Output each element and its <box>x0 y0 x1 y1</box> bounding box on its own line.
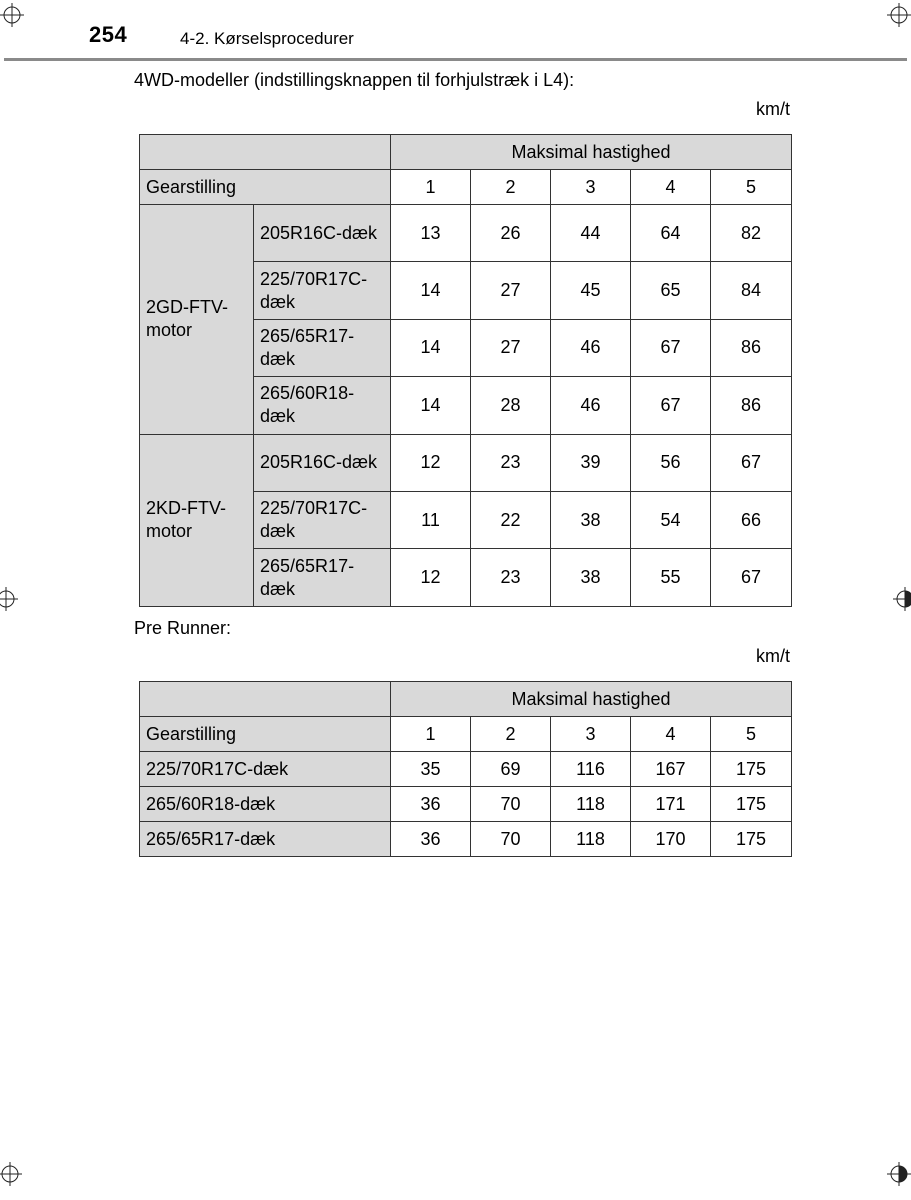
gear-row <box>140 170 792 205</box>
speed-value: 116 <box>551 752 631 787</box>
speed-value: 36 <box>391 787 471 822</box>
speed-value: 38 <box>551 549 631 606</box>
table-row <box>140 434 792 491</box>
speed-value: 44 <box>551 205 631 262</box>
speed-value: 82 <box>711 205 792 262</box>
table-header-row <box>140 135 792 170</box>
speed-value: 22 <box>471 491 551 548</box>
speed-value: 55 <box>631 549 711 606</box>
registration-mark-icon <box>887 3 911 27</box>
speed-value: 39 <box>551 434 631 491</box>
speed-value: 12 <box>391 549 471 606</box>
speed-value: 67 <box>631 377 711 434</box>
table1-caption: 4WD-modeller (indstillingsknappen til forhjulstræk i L4): <box>134 70 575 90</box>
table1-unit: km/t <box>756 99 790 119</box>
gear-label: 2 <box>471 170 551 205</box>
speed-value: 70 <box>471 822 551 857</box>
gear-label: 3 <box>551 170 631 205</box>
speed-value: 67 <box>631 319 711 376</box>
speed-value: 28 <box>471 377 551 434</box>
table2-caption: Pre Runner: <box>134 618 232 638</box>
speed-value: 175 <box>711 752 792 787</box>
tire-label: 265/60R18-dæk <box>254 377 391 434</box>
speed-value: 65 <box>631 262 711 319</box>
speed-value: 66 <box>711 491 792 548</box>
speed-value: 14 <box>391 319 471 376</box>
registration-mark-icon <box>0 587 18 611</box>
registration-mark-icon <box>887 1162 911 1186</box>
speed-header: Maksimal hastighed <box>391 682 792 717</box>
speed-value: 175 <box>711 822 792 857</box>
engine-label: 2GD-FTV-motor <box>140 205 254 435</box>
gear-label: 1 <box>391 717 471 752</box>
speed-value: 84 <box>711 262 792 319</box>
speed-value: 27 <box>471 319 551 376</box>
table-row <box>140 822 792 857</box>
speed-value: 54 <box>631 491 711 548</box>
section-title: 4-2. Kørselsprocedurer <box>180 29 354 48</box>
speed-value: 36 <box>391 822 471 857</box>
speed-value: 13 <box>391 205 471 262</box>
empty-header-cell <box>140 135 391 170</box>
registration-mark-icon <box>0 3 24 27</box>
speed-value: 26 <box>471 205 551 262</box>
speed-value: 67 <box>711 434 792 491</box>
speed-value: 14 <box>391 262 471 319</box>
speed-value: 86 <box>711 377 792 434</box>
speed-table-4wd <box>139 134 792 607</box>
registration-mark-icon <box>0 1162 22 1186</box>
tire-label: 265/65R17-dæk <box>254 319 391 376</box>
gear-label: 2 <box>471 717 551 752</box>
gear-label: 4 <box>631 717 711 752</box>
speed-value: 46 <box>551 319 631 376</box>
table-row <box>140 205 792 262</box>
tire-label: 265/65R17-dæk <box>140 822 391 857</box>
speed-value: 35 <box>391 752 471 787</box>
speed-value: 86 <box>711 319 792 376</box>
tire-label: 205R16C-dæk <box>254 205 391 262</box>
gear-label: 1 <box>391 170 471 205</box>
engine-label: 2KD-FTV-motor <box>140 434 254 606</box>
speed-value: 69 <box>471 752 551 787</box>
speed-value: 46 <box>551 377 631 434</box>
speed-value: 23 <box>471 549 551 606</box>
gear-label: 3 <box>551 717 631 752</box>
header-divider <box>4 58 907 61</box>
gear-label: 5 <box>711 717 792 752</box>
page-number: 254 <box>89 22 128 47</box>
speed-value: 23 <box>471 434 551 491</box>
speed-value: 38 <box>551 491 631 548</box>
table2-unit: km/t <box>756 646 790 666</box>
tire-label: 225/70R17C-dæk <box>140 752 391 787</box>
table-row <box>140 752 792 787</box>
speed-value: 167 <box>631 752 711 787</box>
table-header-row <box>140 682 792 717</box>
empty-header-cell <box>140 682 391 717</box>
speed-value: 67 <box>711 549 792 606</box>
gear-label: 4 <box>631 170 711 205</box>
gear-label: 5 <box>711 170 792 205</box>
speed-value: 27 <box>471 262 551 319</box>
tire-label: 225/70R17C-dæk <box>254 491 391 548</box>
speed-value: 14 <box>391 377 471 434</box>
gear-header: Gearstilling <box>140 717 391 752</box>
tire-label: 205R16C-dæk <box>254 434 391 491</box>
registration-mark-icon <box>893 587 911 611</box>
speed-value: 118 <box>551 787 631 822</box>
gear-row <box>140 717 792 752</box>
tire-label: 265/65R17-dæk <box>254 549 391 606</box>
speed-value: 170 <box>631 822 711 857</box>
speed-value: 45 <box>551 262 631 319</box>
speed-value: 12 <box>391 434 471 491</box>
speed-table-pre-runner <box>139 681 792 857</box>
speed-header: Maksimal hastighed <box>391 135 792 170</box>
speed-value: 64 <box>631 205 711 262</box>
tire-label: 265/60R18-dæk <box>140 787 391 822</box>
speed-value: 11 <box>391 491 471 548</box>
speed-value: 118 <box>551 822 631 857</box>
speed-value: 175 <box>711 787 792 822</box>
gear-header: Gearstilling <box>140 170 391 205</box>
speed-value: 171 <box>631 787 711 822</box>
speed-value: 56 <box>631 434 711 491</box>
table-row <box>140 787 792 822</box>
speed-value: 70 <box>471 787 551 822</box>
tire-label: 225/70R17C-dæk <box>254 262 391 319</box>
